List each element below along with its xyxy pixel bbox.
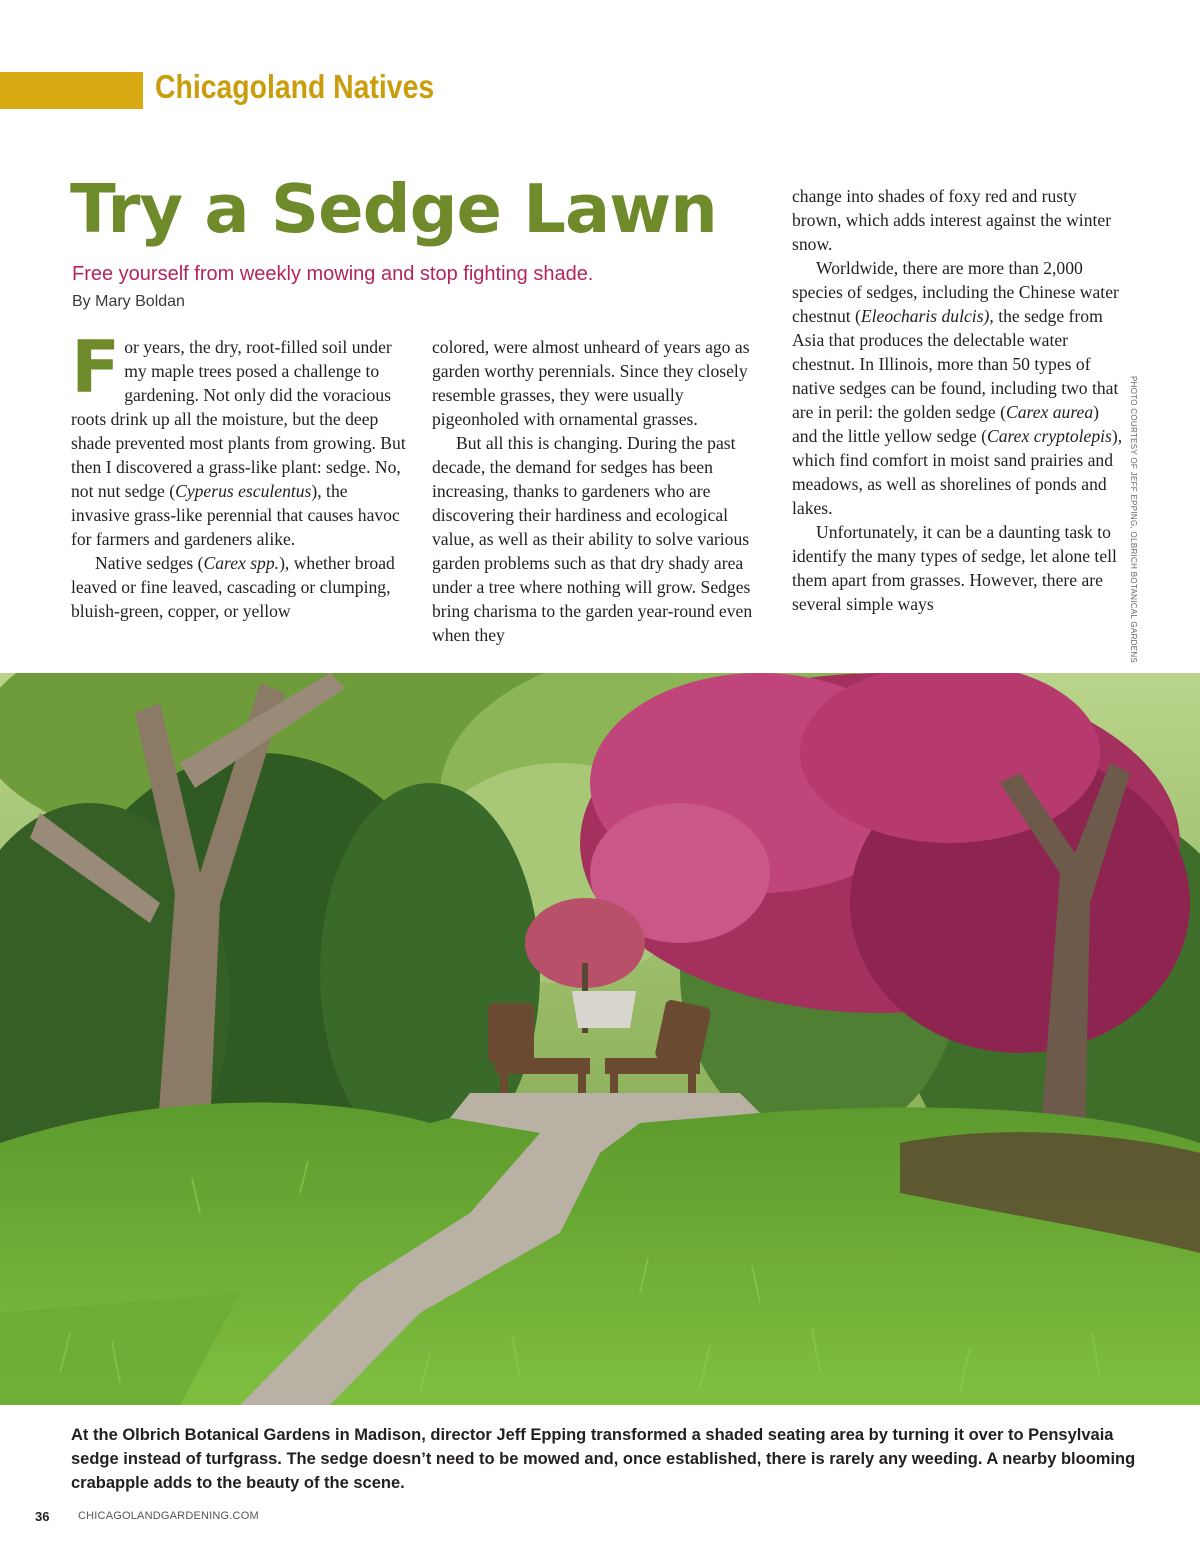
paragraph: change into shades of foxy red and rusty brown, which adds interest against the winter snow.: [792, 186, 1112, 254]
paragraph: [71, 551, 407, 623]
text: ), the invasive grass-like perennial that causes havoc for farmers and gardeners alike.: [71, 481, 400, 549]
column-1: [71, 325, 407, 623]
column-3: [792, 184, 1128, 616]
text: ) and the little yellow sedge (: [792, 402, 1099, 446]
photo-credit: PHOTO COURTESY OF JEFF EPPING, OLBRICH BOTANICAL GARDENS: [1129, 376, 1138, 664]
garden-photo: [0, 673, 1200, 1405]
species-name: Carex cryptolepis: [986, 426, 1112, 446]
paragraph: But all this is changing. During the past decade, the demand for sedges has been increasing, thanks to gardeners who are discovering their hardiness and ecological value, as well as their ability to solve various garden problems such as that dry shady area under a tree where nothing will grow. Sedges bring charisma to the garden year-round even when they: [432, 433, 753, 645]
website-footer: CHICAGOLANDGARDENING.COM: [78, 1510, 259, 1522]
photo-caption: At the Olbrich Botanical Gardens in Madison, director Jeff Epping transformed a shaded seating area by turning it over to Pensylvaia sedge instead of turfgrass. The sedge doesn’t need to be mowed and, once established, there is rarely any weeding. A nearby blooming crabapple adds to the beauty of the scene.: [71, 1426, 1136, 1492]
species-name: Carex aurea: [1005, 402, 1094, 422]
text: , the sedge from Asia that produces the delectable water chestnut. In Illinois, more than 50 types of native sedges can be found, including two that are in peril: the golden sedge (: [792, 306, 1119, 422]
text: Native sedges (: [95, 553, 204, 573]
drop-cap: F: [71, 325, 121, 409]
species-name: Eleocharis dulcis): [860, 306, 990, 326]
species-name: Carex spp.: [203, 553, 280, 573]
species-name: Cyperus esculentus: [175, 481, 312, 501]
column-2: [432, 335, 770, 647]
text: ), which find comfort in moist sand prairies and meadows, as well as shorelines of ponds and lakes.: [792, 426, 1123, 518]
text: ), whether broad leaved or fine leaved, cascading or clumping, bluish-green, copper, or yellow: [71, 553, 395, 621]
paragraph: Unfortunately, it can be a daunting task to identify the many types of sedge, let alone tell them apart from grasses. However, there are several simple ways: [792, 522, 1117, 614]
page-number: 36: [35, 1509, 50, 1524]
garden-scene-illustration: [0, 673, 1200, 1405]
section-bar: [0, 72, 143, 109]
paragraph: [792, 256, 1128, 520]
subheadline: Free yourself from weekly mowing and stop fighting shade.: [72, 263, 594, 285]
text: Worldwide, there are more than 2,000 species of sedges, including the Chinese water chestnut (: [792, 258, 1119, 326]
headline: Try a Sedge Lawn: [70, 170, 717, 248]
byline: By Mary Boldan: [72, 293, 185, 310]
text: or years, the dry, root-filled soil under my maple trees posed a challenge to gardening. Not only did the voracious roots drink up all the moisture, but the deep shade prevented most plants from growing. But then I discovered a grass-like plant: sedge. No, not nut sedge (: [71, 337, 406, 501]
section-title: Chicagoland Natives: [155, 68, 435, 105]
paragraph: [71, 325, 407, 551]
paragraph: colored, were almost unheard of years ago as garden worthy perennials. Since they closely resemble grasses, they were usually pigeonholed with ornamental grasses.: [432, 337, 750, 429]
